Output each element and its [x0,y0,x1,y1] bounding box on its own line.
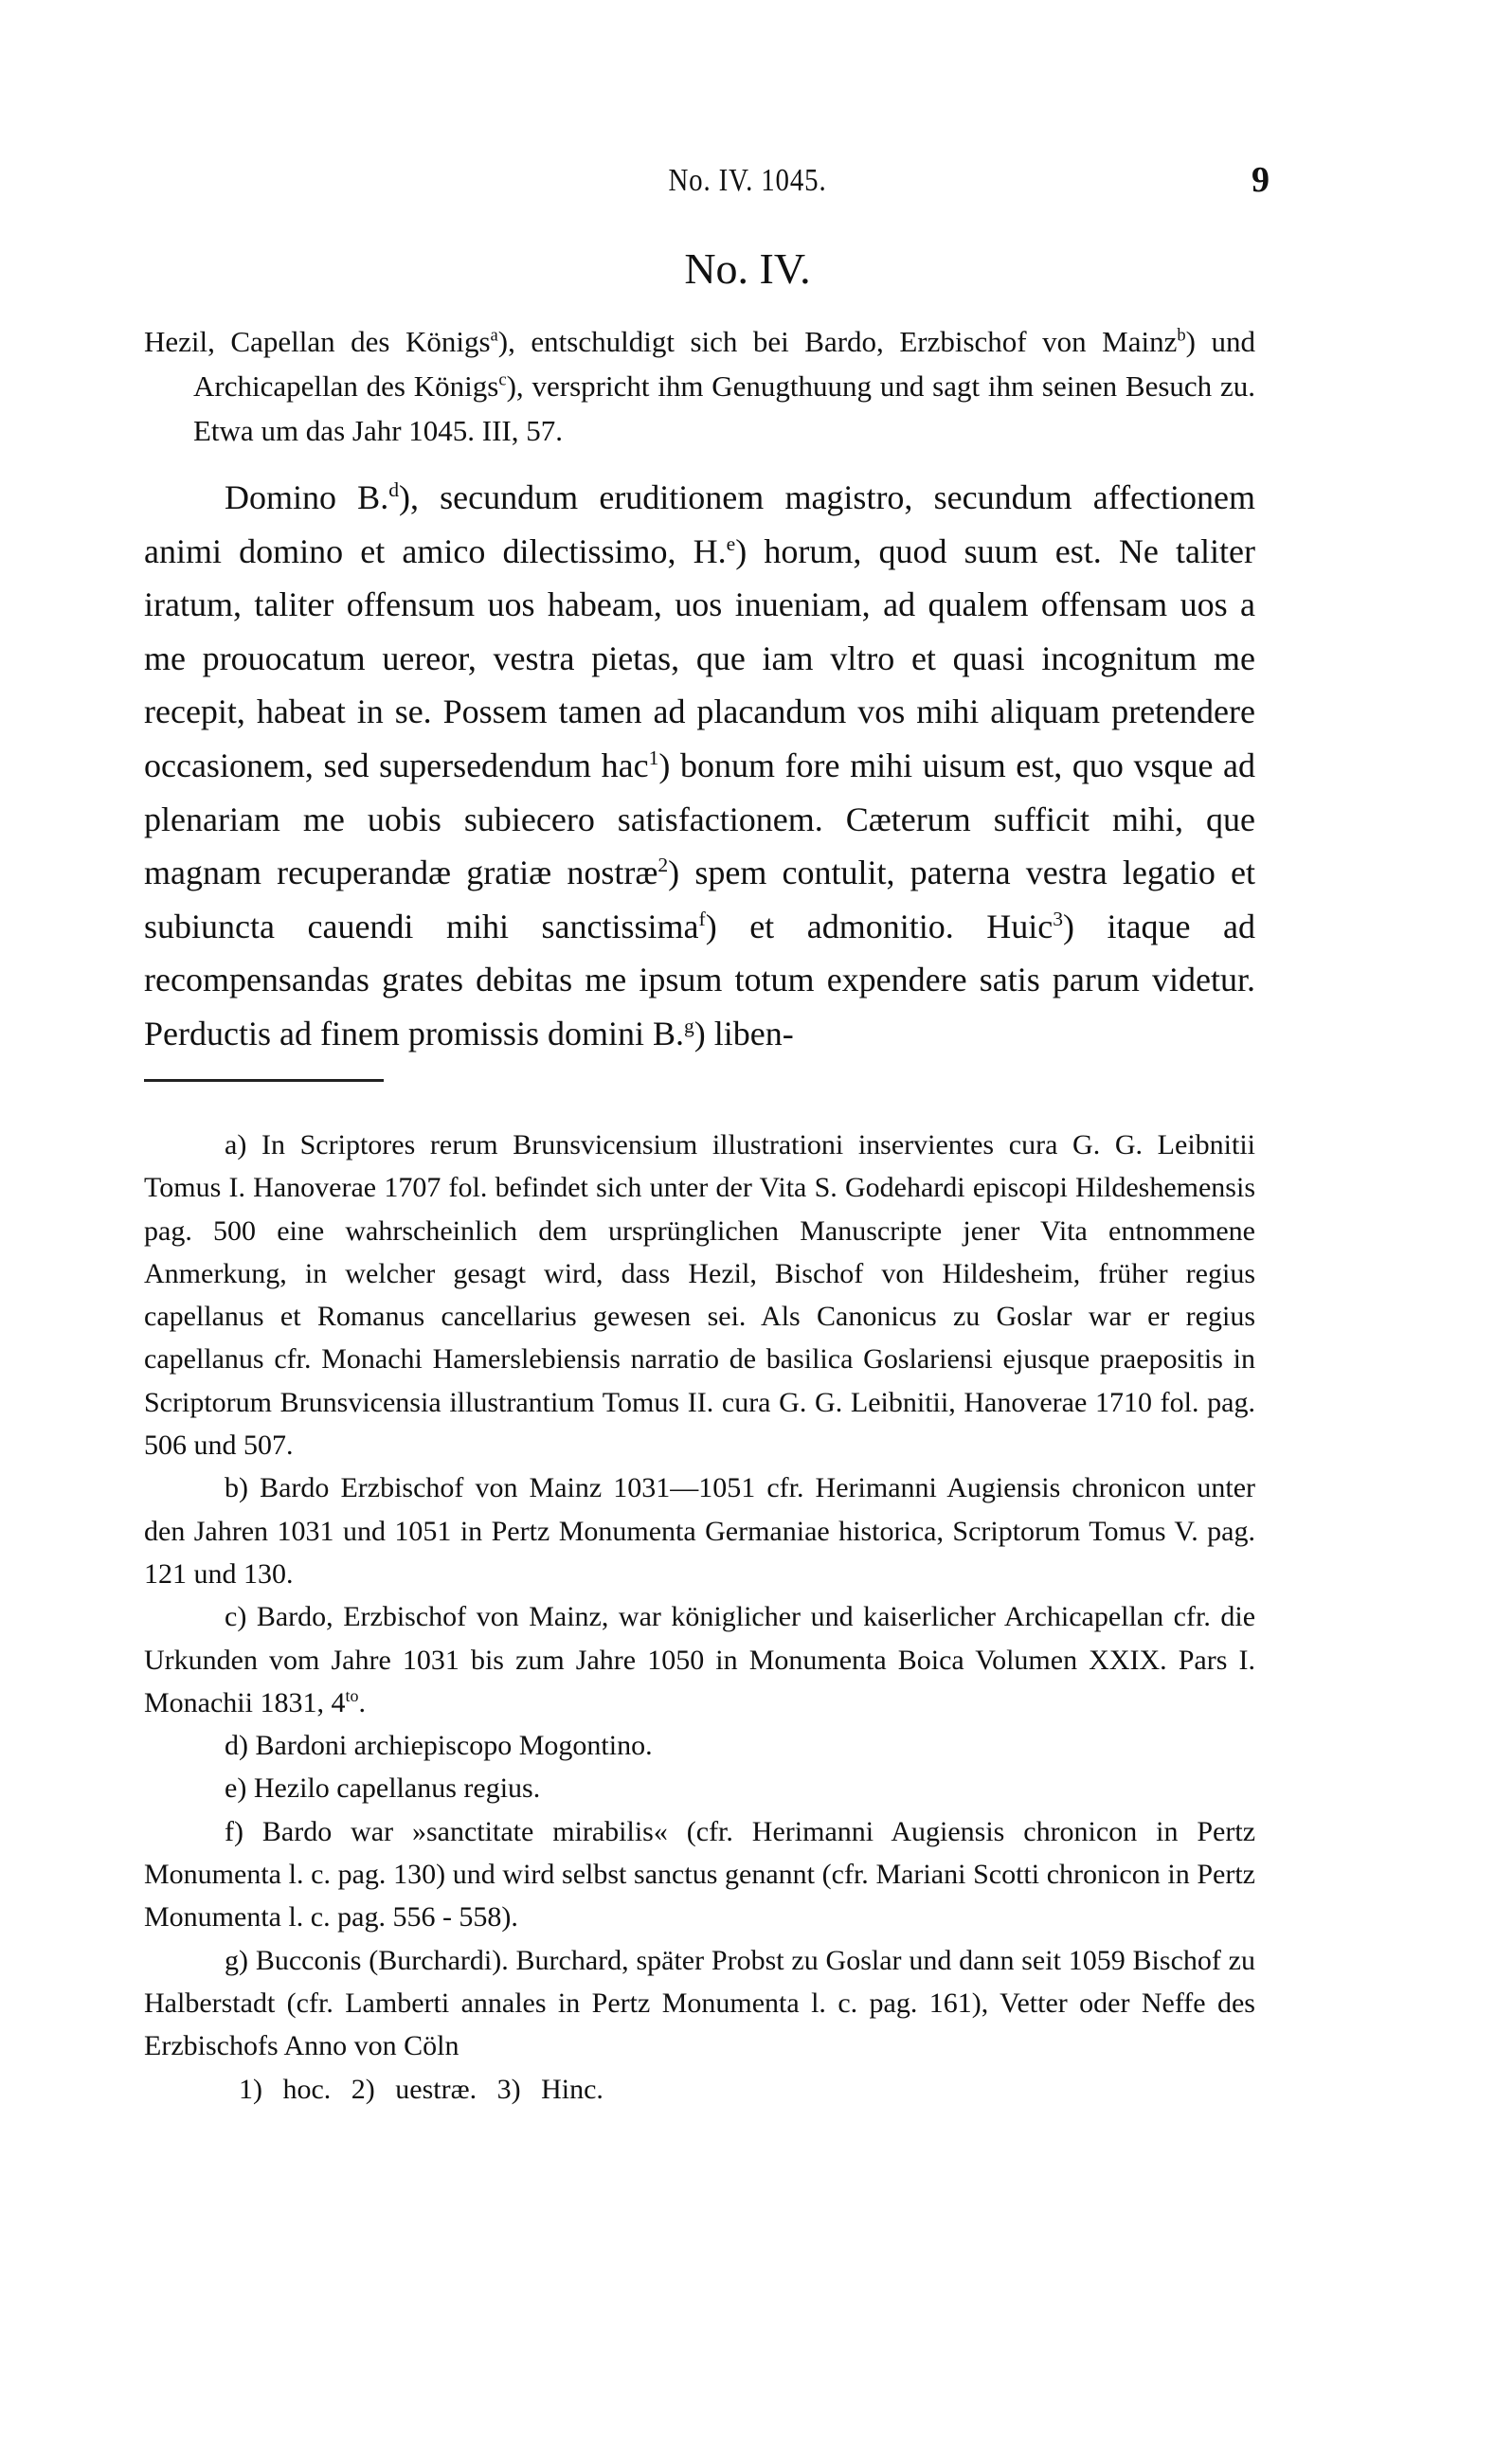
footnote-label: c) [225,1601,247,1633]
summary-text: Hezil, Capellan des Königs [144,325,491,358]
body-text: ), secundum eruditionem magistro, secundum affectionem animi domino et amico dilectissimo, H. [144,478,1256,570]
footnote-marker: b [1177,325,1186,346]
footnote-marker: g [683,1014,694,1037]
body-text: Domino B. [225,478,389,516]
footnote-text: Bardo, Erzbischof von Mainz, war königlicher und kaiserlicher Archicapellan cfr. die Urkunden vom Jahre 1031 bis zum Jahre 1050 in Monumenta Boica Volumen XXIX. Pars I. Monachii 1831, 4 [144,1601,1256,1718]
text-note-marker: 1 [648,746,659,769]
footnote-a [144,1124,1255,1466]
text-note-marker: 3 [1053,907,1064,930]
footnote-marker: c [498,369,507,390]
footnote-marker: e [726,531,736,555]
body-text: ) itaque ad recompensandas grates debitas me ipsum totum expendere satis parum videtur. Perductis ad finem promissis domini B. [144,907,1256,1052]
footnotes [144,1124,1255,2111]
footnote-text: In Scriptores rerum Brunsvicensium illustrationi inservientes cura G. G. Leibnitii Tomus I. Hanoverae 1707 fol. befindet sich unter der Vita S. Godehardi episcopi Hildeshemensis pag. 500 eine wahrscheinlich dem ursprünglichen Manuscripte jener Vita entnommene Anmerkung, in welcher gesagt wird, dass Hezil, Bischof von Hildesheim, früher regius capellanus et Romanus cancellarius gewesen sei. Als Canonicus zu Goslar war er regius capellanus cfr. Monachi Hamerslebiensis narratio de basilica Goslariensi ejusque praepositis in Scriptorum Brunsvicensia illustrantium Tomus II. cura G. G. Leibnitii, Hanoverae 1710 fol. pag. 506 und 507. [144,1129,1255,1462]
summary-text: ), verspricht ihm Genugthuung und sagt ihm seinen Besuch zu. Etwa um das Jahr 1045. III, 57. [193,369,1255,447]
body-text: ) et admonitio. Huic [705,907,1054,945]
footnote-g [144,1939,1255,2068]
footnote-label: g) [225,1944,248,1976]
footnote-b [144,1466,1255,1595]
footnote-tail: . [358,1686,366,1718]
footnote-label: b) [225,1472,248,1504]
footnote-label: f) [225,1815,243,1847]
footnote-text: Bardo Erzbischof von Mainz 1031—1051 cfr. Herimanni Augiensis chronicon unter den Jahren 1031 und 1051 in Pertz Monumenta Germaniae historica, Scriptorum Tomus V. pag. 121 und 130. [144,1472,1256,1590]
footnote-text: Hezilo capellanus regius. [253,1772,541,1805]
footnote-label: a) [225,1129,247,1160]
letter-body [144,471,1255,1061]
document-summary [144,319,1255,453]
body-text: ) horum, quod suum est. Ne taliter iratum, taliter offensum uos habeam, uos inueniam, ad qualem offensam uos a me prouocatum uereor, vestra pietas, que iam vltro et quasi incognitum me recepit, habeat in se. Possem tamen ad placandum vos mihi aliquam pretendere occasionem, sed supersedendum hac [144,531,1255,784]
body-text: ) spem contulit, paterna vestra legatio et subiuncta cauendi mihi sanctissima [144,854,1255,945]
summary-text: ), entschuldigt sich bei Bardo, Erzbischof von Mainz [497,325,1178,358]
footnote-d [144,1724,1255,1767]
body-text: ) liben- [693,1014,794,1052]
footnote-separator [144,1079,384,1082]
summary-text: ) und Archicapellan des Königs [193,325,1256,403]
footnote-text: Bardoni archiepiscopo Mogontino. [255,1730,653,1762]
document-heading: No. IV. [684,244,811,293]
footnote-marker: d [388,478,399,501]
footnote-f [144,1810,1255,1939]
footnote-superscript: to [345,1685,359,1705]
footnote-e [144,1767,1255,1809]
running-head: No. IV. 1045. [668,163,827,198]
text-note-marker: 2 [657,854,669,877]
footnote-c [144,1595,1255,1724]
body-text: ) bonum fore mihi uisum est, quo vsque ad plenariam me uobis subiecero satisfactionem. Cæterum sufficit mihi, que magnam recuperandæ gratiæ nostræ [144,746,1256,892]
text-notes: 1) hoc. 2) uestræ. 3) Hinc. [239,2073,603,2105]
footnote-text: Bardo war »sanctitate mirabilis« (cfr. Herimanni Augiensis chronicon in Pertz Monumenta l. c. pag. 130) und wird selbst sanctus genannt (cfr. Mariani Scotti chronicon in Pertz Monumenta l. c. pag. 556 - 558). [144,1815,1256,1933]
footnote-marker: f [698,907,706,930]
footnote-text: Bucconis (Burchardi). Burchard, später Probst zu Goslar und dann seit 1059 Bischof zu Halberstadt (cfr. Lamberti annales in Pertz Monumenta l. c. pag. 161), Vetter oder Neffe des Erzbischofs Anno von Cöln [144,1944,1255,2062]
page-number: 9 [1252,160,1270,200]
footnote-label: e) [225,1772,247,1805]
footnote-label: d) [225,1730,248,1762]
footnote-marker: a [490,325,498,346]
